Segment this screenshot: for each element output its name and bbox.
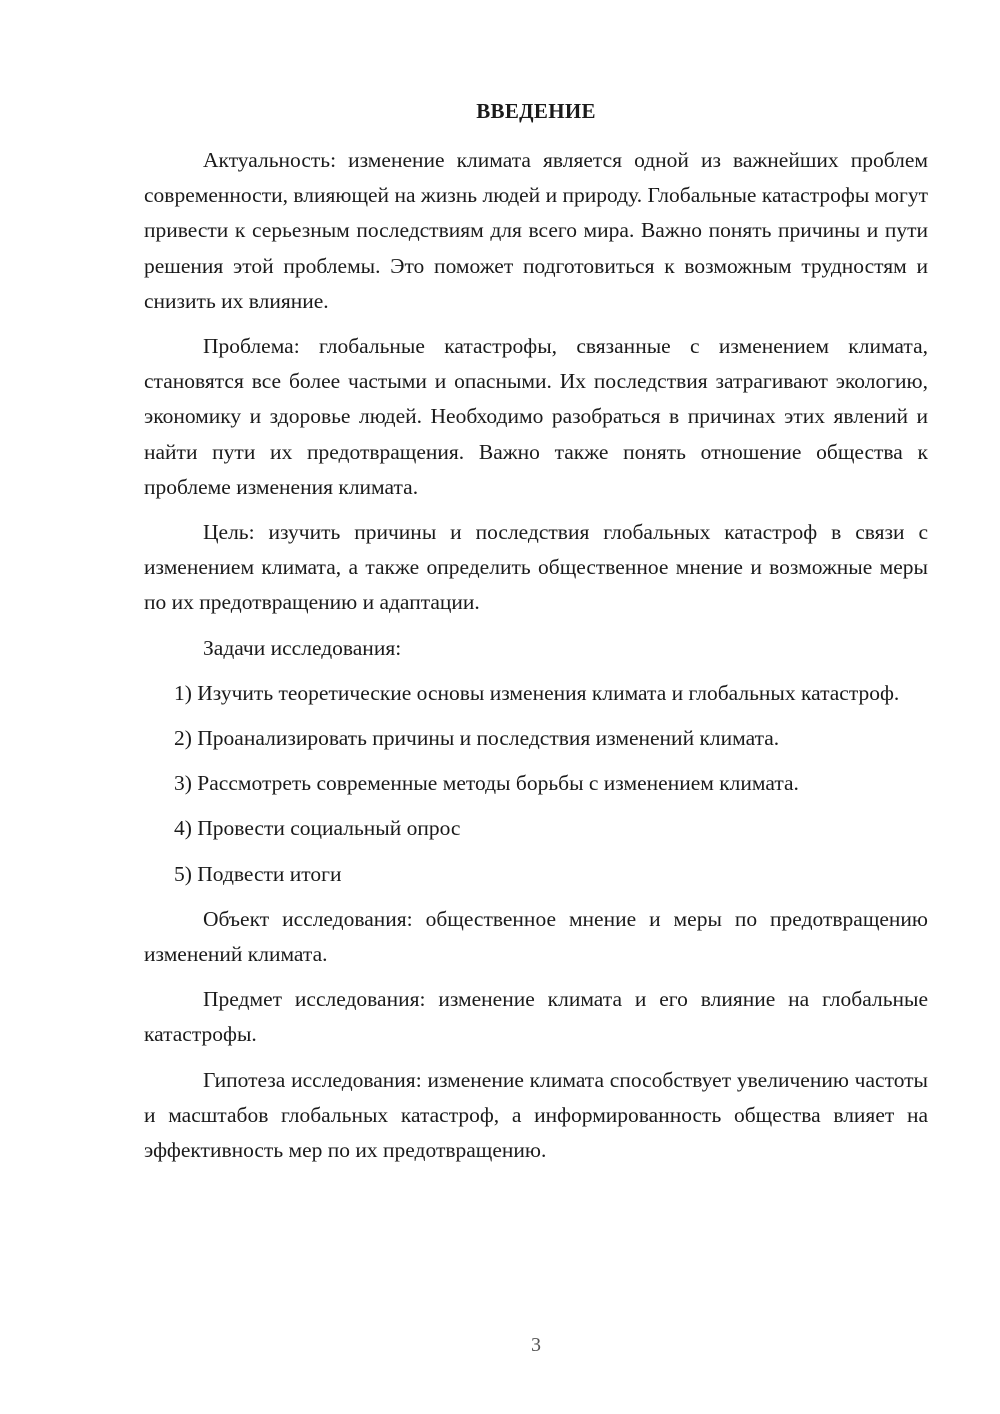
document-body <box>144 143 928 1178</box>
task-item-3: 3) Рассмотреть современные методы борьбы с изменением климата. <box>174 771 799 796</box>
task-item-5: 5) Подвести итоги <box>174 861 342 886</box>
paragraph-problem: Проблема: глобальные катастрофы, связанные с изменением климата, становятся все более частыми и опасными. Их последствия затрагивают экологию, экономику и здоровье людей. Необходимо разобраться в причинах этих явлений и найти пути их предотвращения. Важно также понять отношение общества к проблеме изменения климата. <box>144 334 928 499</box>
page-number: 3 <box>531 1334 541 1356</box>
task-item-4: 4) Провести социальный опрос <box>174 816 461 841</box>
paragraph-tasks-intro: Задачи исследования: <box>203 635 402 660</box>
task-item-2: 2) Проанализировать причины и последствия изменений климата. <box>174 726 780 751</box>
paragraph-relevance: Актуальность: изменение климата является одной из важнейших проблем современности, влияющей на жизнь людей и природу. Глобальные катастрофы могут привести к серьезным последствиям для всего мира. Важно понять причины и пути решения этой проблемы. Это поможет подготовиться к возможным трудностям и снизить их влияние. <box>144 148 928 313</box>
paragraph-subject: Предмет исследования: изменение климата и его влияние на глобальные катастрофы. <box>144 987 928 1047</box>
task-item-1: 1) Изучить теоретические основы изменения климата и глобальных катастроф. <box>174 680 900 705</box>
paragraph-hypothesis: Гипотеза исследования: изменение климата способствует увеличению частоты и масштабов глобальных катастроф, а информированность общества влияет на эффективность мер по их предотвращению. <box>144 1067 928 1163</box>
section-heading: ВВЕДЕНИЕ <box>476 99 596 123</box>
paragraph-object: Объект исследования: общественное мнение и меры по предотвращению изменений климата. <box>144 906 928 967</box>
paragraph-goal: Цель: изучить причины и последствия глобальных катастроф в связи с изменением климата, а также определить общественное мнение и возможные меры по их предотвращению и адаптации. <box>144 520 928 615</box>
